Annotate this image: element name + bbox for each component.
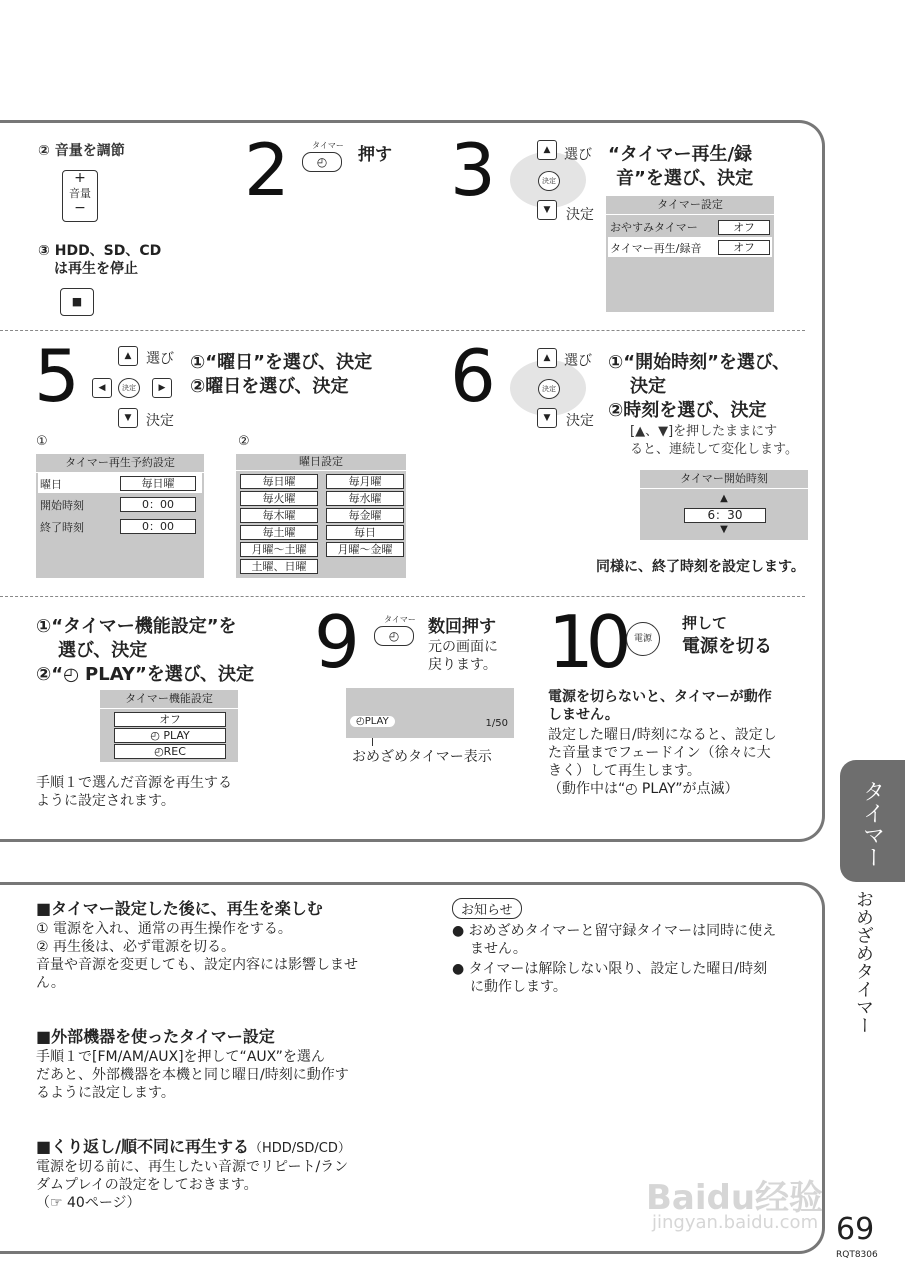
step-5-down-button[interactable]: ▼: [118, 408, 138, 428]
step-6-enter-btn-label: 決定: [542, 385, 556, 393]
step-8-text-3: ②“◴ PLAY”を選び、決定: [36, 664, 255, 685]
reservation-row-end: [36, 515, 204, 537]
day-option[interactable]: 毎日: [326, 525, 404, 540]
step-5-enter-label: 決定: [146, 413, 174, 429]
step-2-number: 2: [244, 128, 286, 212]
side-chapter-title: おめざめタイマー: [853, 890, 874, 1034]
page-number: 69: [836, 1212, 875, 1247]
step-2-text: 押す: [358, 145, 392, 165]
step-5-enter-btn-label: 決定: [122, 384, 136, 392]
step-9-timer-label: タイマー: [384, 615, 416, 624]
step-3-text-2: 音”を選び、決定: [616, 168, 754, 189]
timer-reservation-screen: [36, 454, 204, 578]
step-3-number: 3: [450, 128, 492, 212]
power-btn-label: 電源: [633, 634, 652, 644]
day-option[interactable]: 土曜、日曜: [240, 559, 318, 574]
row2-value: オフ: [718, 240, 770, 255]
step-2-timer-label: タイマー: [312, 141, 344, 150]
reservation-row-start: [36, 493, 204, 515]
divider-2: [0, 596, 805, 597]
section-repeat-heading: [36, 1134, 351, 1157]
step-10-body-1: 設定した曜日/時刻になると、設定し: [548, 727, 777, 743]
notice-pill: お知らせ: [452, 898, 522, 919]
step-6-note-1: [▲、▼]を押したままにす: [630, 424, 778, 439]
row1-value: オフ: [718, 220, 770, 235]
function-option-rec[interactable]: ◴REC: [114, 744, 226, 759]
step-5-up-button[interactable]: ▲: [118, 346, 138, 366]
day-option[interactable]: 毎火曜: [240, 491, 318, 506]
stop-label-2: は再生を停止: [54, 261, 138, 277]
step-5-mark-2: ②: [238, 434, 250, 449]
stop-icon: ■: [71, 295, 83, 308]
timer-function-title: タイマー機能設定: [100, 690, 238, 709]
step-9-text: 数回押す: [428, 617, 496, 637]
repeat-line-2: ダムプレイの設定をしておきます。: [36, 1177, 258, 1193]
step-5-right-button[interactable]: ▶: [152, 378, 172, 398]
reservation-row-day[interactable]: [38, 473, 202, 493]
volume-plus: +: [74, 170, 86, 186]
step-8-text-1: ①“タイマー機能設定”を: [36, 616, 237, 637]
repeat-line-3[interactable]: （☞ 40ページ）: [36, 1195, 141, 1211]
step-10-warn-2: しません。: [548, 707, 619, 723]
start-time-title: タイマー開始時刻: [640, 470, 808, 489]
step-6-text-2: 決定: [630, 376, 666, 397]
step-8-note-2: ように設定されます。: [36, 793, 175, 809]
enjoy-line-1: ① 電源を入れ、通常の再生操作をする。: [36, 921, 292, 937]
start-time-screen: [640, 470, 808, 540]
volume-text: 音量: [69, 187, 91, 200]
stop-label-1: ③ HDD、SD、CD: [38, 243, 162, 259]
section-enjoy-heading: ■タイマー設定した後に、再生を楽しむ: [36, 899, 323, 918]
time-value[interactable]: 6：30: [684, 508, 766, 523]
display-count: 1/50: [485, 718, 508, 729]
notice-2b: に動作します。: [470, 979, 567, 995]
step-9-timer-icon: ◴: [388, 629, 400, 643]
day-option[interactable]: 月曜〜土曜: [240, 542, 318, 557]
section-external-heading: ■外部機器を使ったタイマー設定: [36, 1027, 275, 1046]
step-3-enter-btn-label: 決定: [542, 177, 556, 185]
step-6-enter-button[interactable]: [538, 379, 560, 399]
step-5-left-button[interactable]: ◀: [92, 378, 112, 398]
function-option-play[interactable]: ◴ PLAY: [114, 728, 226, 743]
step-5-text-2: ②曜日を選び、決定: [190, 376, 349, 397]
volume-label: ② 音量を調節: [38, 143, 125, 159]
side-tab-label: タイマー: [859, 780, 885, 868]
repeat-heading-suffix: （HDD/SD/CD）: [248, 1141, 351, 1156]
watermark-url: jingyan.baidu.com: [652, 1212, 819, 1233]
step-9-sub-2: 戻ります。: [428, 657, 497, 673]
row-day-value: 毎日曜: [120, 476, 196, 491]
day-settings-title: 曜日設定: [236, 454, 406, 471]
notice-2a: ● タイマーは解除しない限り、設定した曜日/時刻: [452, 961, 768, 977]
watermark-logo: Baidu经验: [646, 1178, 824, 1218]
step-6-down-button[interactable]: ▼: [537, 408, 557, 428]
step-6-up-button[interactable]: ▲: [537, 348, 557, 368]
day-option[interactable]: 毎日曜: [240, 474, 318, 489]
repeat-heading-text: ■くり返し/順不同に再生する: [36, 1137, 249, 1156]
side-tab[interactable]: [840, 760, 905, 882]
step-6-text-3: ②時刻を選び、決定: [608, 400, 767, 421]
timer-function-screen: [100, 690, 238, 762]
step-3-up-button[interactable]: ▲: [537, 140, 557, 160]
step-8-text-2: 選び、決定: [58, 640, 148, 661]
reservation-title: タイマー再生予約設定: [36, 454, 204, 473]
enjoy-line-4: ん。: [36, 975, 65, 991]
step-5-text-1: ①“曜日”を選び、決定: [190, 352, 373, 373]
timer-button[interactable]: [302, 152, 342, 172]
external-line-1: 手順１で[FM/AM/AUX]を押して“AUX”を選ん: [36, 1049, 325, 1065]
step-9-sub-1: 元の画面に: [428, 639, 498, 655]
row1-label: おやすみタイマー: [610, 221, 698, 234]
notice-title: [452, 898, 522, 919]
step-6-number: 6: [450, 334, 492, 418]
day-option[interactable]: 毎土曜: [240, 525, 318, 540]
step-9-caption: おめざめタイマー表示: [352, 749, 492, 765]
step-5-enter-button[interactable]: [118, 378, 140, 398]
timer-settings-title: タイマー設定: [606, 196, 774, 215]
step-10-text-2: 電源を切る: [682, 636, 772, 657]
day-option[interactable]: 毎月曜: [326, 474, 404, 489]
step-10-body-2: た音量までフェードイン（徐々に大: [548, 745, 771, 761]
time-up-arrow: ▲: [720, 493, 728, 504]
time-down-arrow: ▼: [720, 524, 728, 535]
step-3-down-button[interactable]: ▼: [537, 200, 557, 220]
step-5-mark-1: ①: [36, 434, 48, 449]
step-6-select-label: 選び: [564, 353, 592, 369]
step-3-text-1: “タイマー再生/録: [608, 144, 753, 165]
page-code: RQT8306: [836, 1250, 878, 1260]
display-pointer: [372, 738, 373, 746]
notice-1a: ● おめざめタイマーと留守録タイマーは同時に使え: [452, 923, 777, 939]
step-10-warn-1: 電源を切らないと、タイマーが動作: [548, 689, 772, 705]
step-6-text-1: ①“開始時刻”を選び、: [608, 352, 791, 373]
external-line-2: だあと、外部機器を本機と同じ曜日/時刻に動作す: [36, 1067, 349, 1083]
step-6-note-2: ると、連続して変化します。: [630, 442, 798, 457]
step-9-timer-button[interactable]: [374, 626, 414, 646]
enjoy-line-3: 音量や音源を変更しても、設定内容には影響しませ: [36, 957, 358, 973]
enjoy-line-2: ② 再生後は、必ず電源を切る。: [36, 939, 236, 955]
row2-label: タイマー再生/録音: [610, 242, 702, 255]
step-6-footer: 同様に、終了時刻を設定します。: [596, 559, 805, 575]
step-10-body-4: （動作中は“◴ PLAY”が点滅）: [548, 781, 739, 797]
row-start-label: 開始時刻: [40, 499, 84, 512]
day-option[interactable]: 毎水曜: [326, 491, 404, 506]
divider-1: [0, 330, 805, 331]
timer-icon: ◴: [316, 155, 328, 169]
settings-row-1: [606, 215, 774, 237]
wake-timer-display: [346, 688, 514, 738]
volume-button[interactable]: [62, 170, 98, 222]
timer-settings-screen: [606, 196, 774, 312]
step-3-enter-label: 決定: [566, 207, 594, 223]
step-8-note-1: 手順１で選んだ音源を再生する: [36, 775, 232, 791]
day-settings-screen: [236, 454, 406, 578]
step-10-body-3: きく）して再生します。: [548, 763, 701, 779]
notice-1b: ません。: [470, 941, 527, 957]
settings-row-2[interactable]: [608, 237, 772, 257]
step-3-enter-button[interactable]: [538, 171, 560, 191]
power-button[interactable]: [626, 622, 660, 656]
step-10-number: 10: [548, 600, 624, 684]
step-5-select-label: 選び: [146, 351, 174, 367]
display-play-badge: ◴PLAY: [350, 716, 395, 727]
day-option[interactable]: 月曜〜金曜: [326, 542, 404, 557]
step-9-number: 9: [314, 600, 356, 684]
repeat-line-1: 電源を切る前に、再生したい音源でリピート/ラン: [36, 1159, 349, 1175]
volume-minus: −: [74, 200, 86, 216]
row-day-label: 曜日: [40, 478, 62, 491]
step-3-select-label: 選び: [564, 147, 592, 163]
row-end-label: 終了時刻: [40, 521, 84, 534]
step-10-text-1: 押して: [682, 614, 728, 632]
row-start-value: 0：00: [120, 497, 196, 512]
external-line-3: るように設定します。: [36, 1085, 175, 1101]
step-5-number: 5: [34, 334, 76, 418]
function-option-off[interactable]: オフ: [114, 712, 226, 727]
step-6-enter-label: 決定: [566, 413, 594, 429]
day-option[interactable]: 毎金曜: [326, 508, 404, 523]
stop-button[interactable]: [60, 288, 94, 316]
day-option[interactable]: 毎木曜: [240, 508, 318, 523]
row-end-value: 0：00: [120, 519, 196, 534]
